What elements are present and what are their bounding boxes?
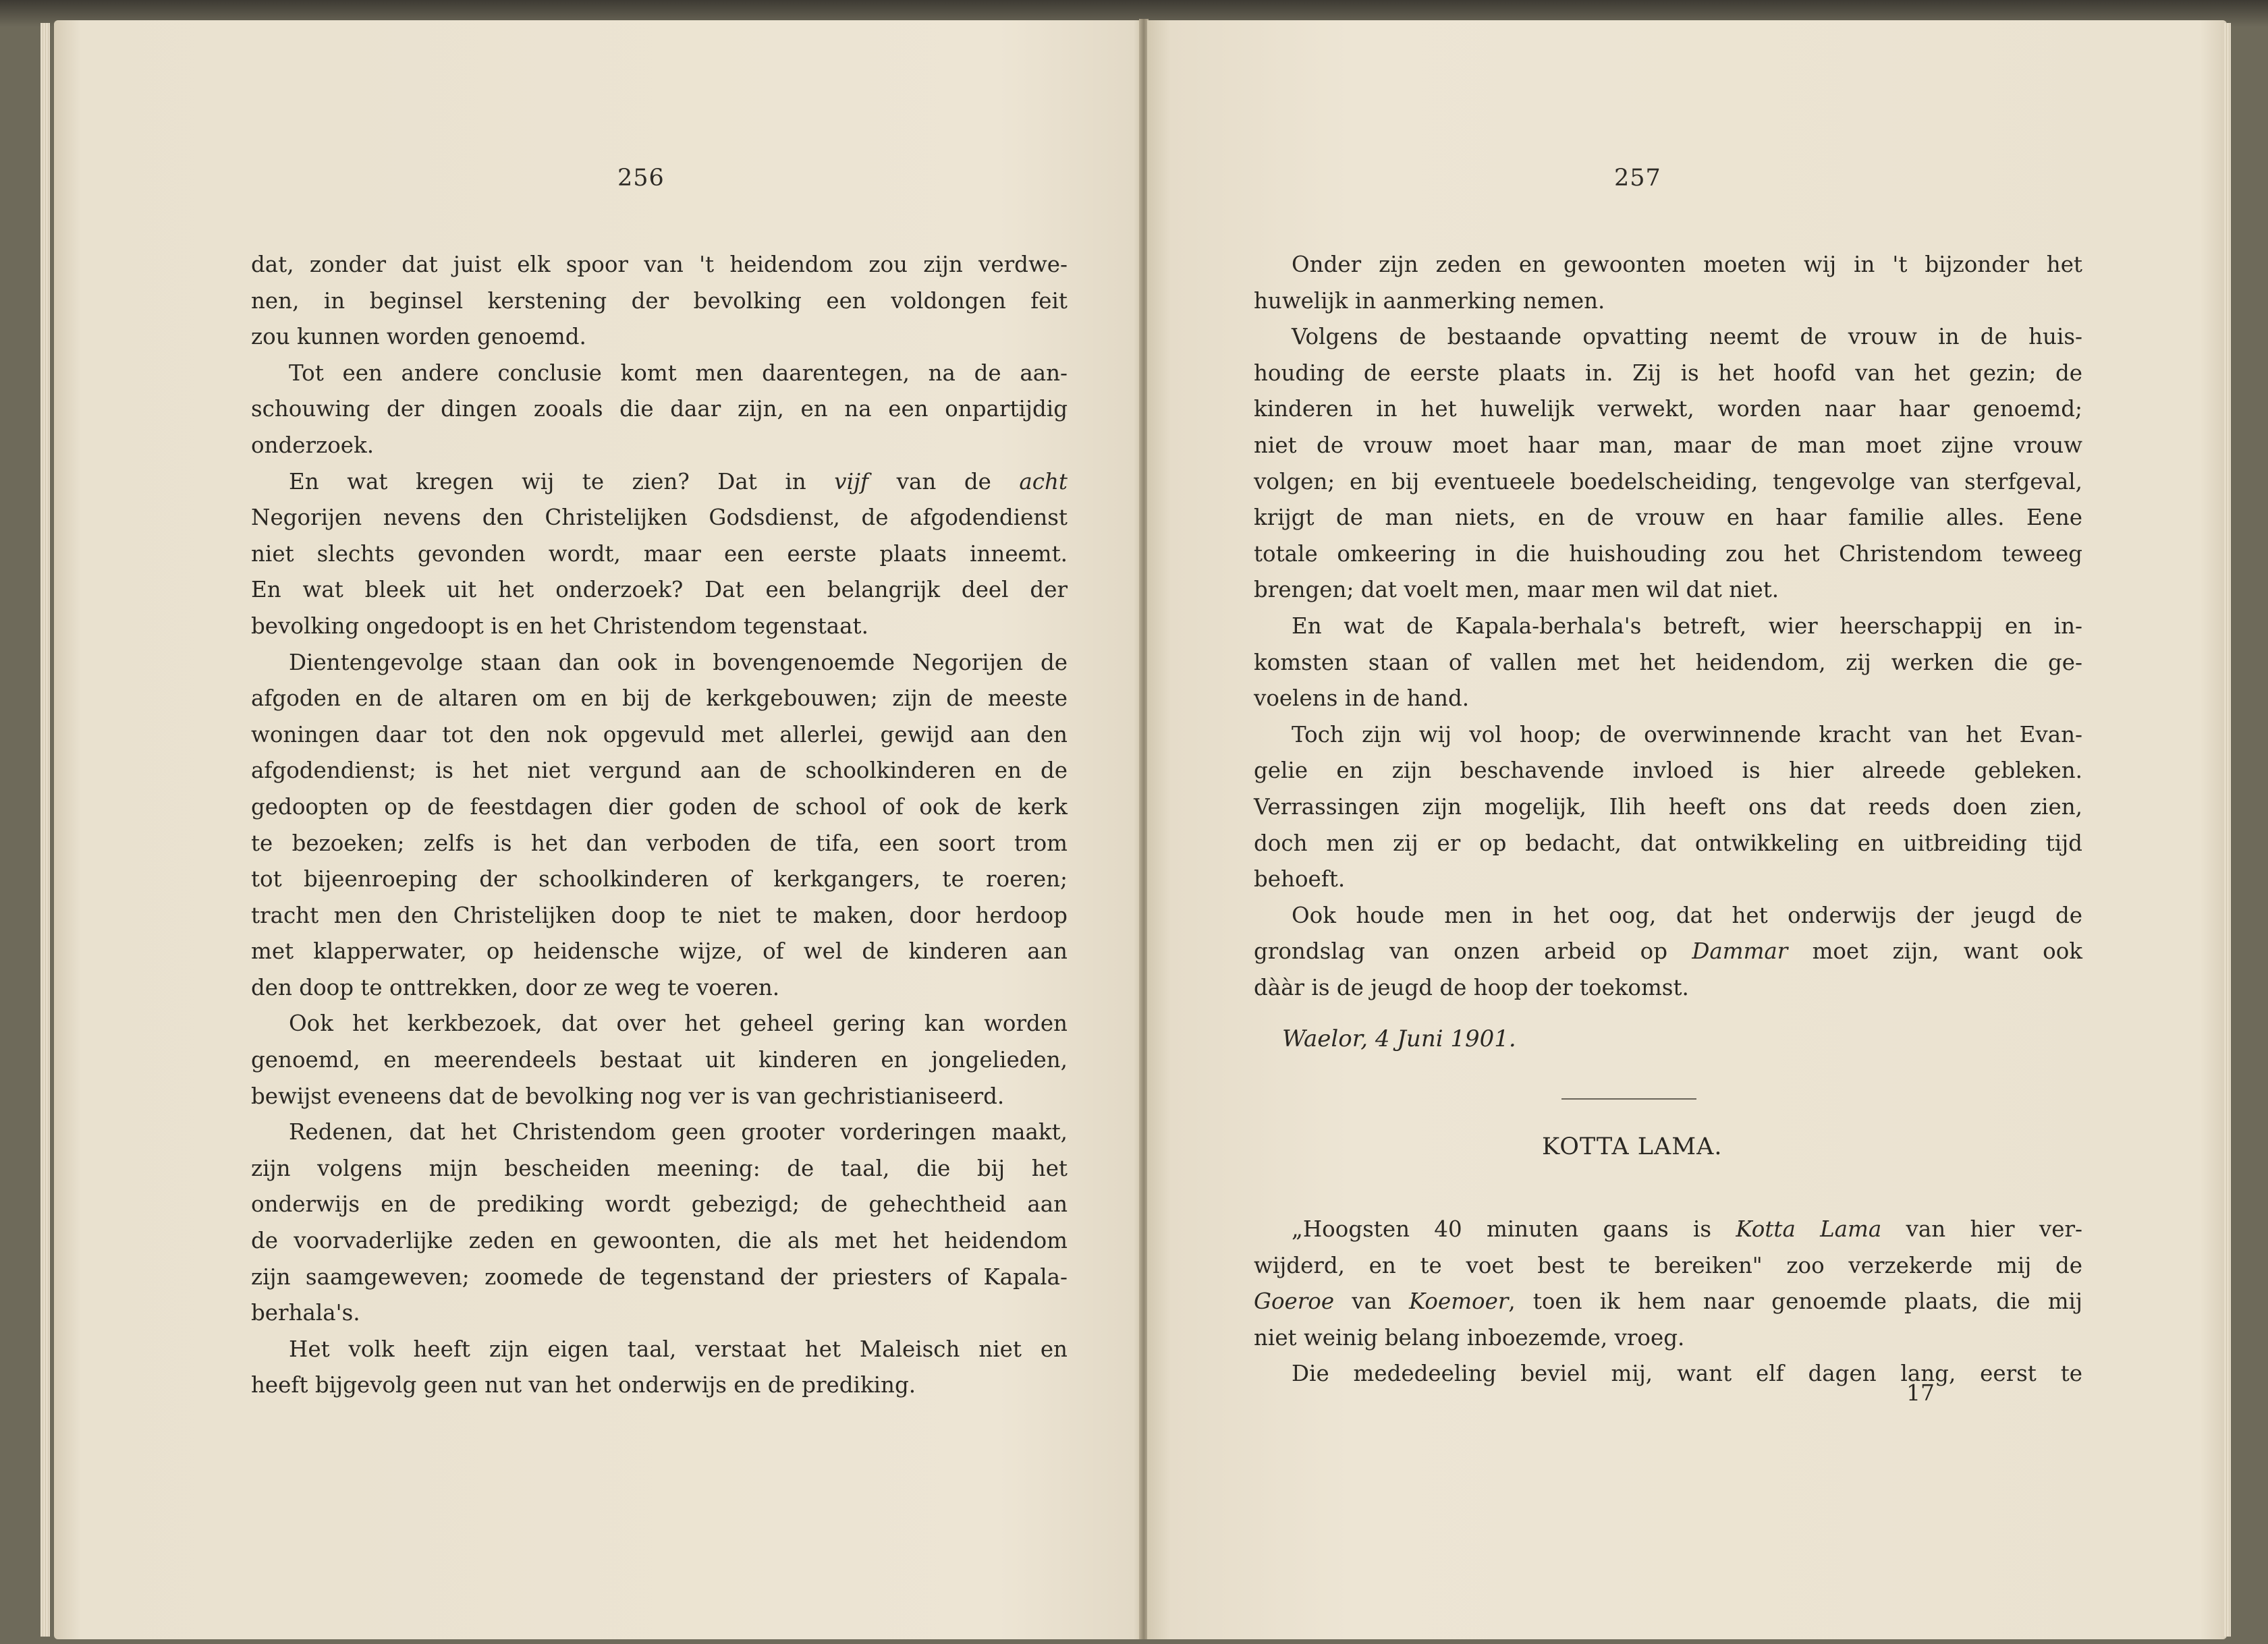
text-line: Verrassingen zijn mogelijk, Ilih heeft ons dat reeds doen zien, <box>1254 793 2082 820</box>
text-line: Tot een andere conclusie komt men daarentegen, na de aan- <box>289 360 1068 386</box>
text-line: grondslag van onzen arbeid op Dammar moet zijn, want ook <box>1254 938 2082 965</box>
right-page <box>1147 20 2227 1639</box>
text-line: huwelijk in aanmerking nemen. <box>1254 287 1605 314</box>
text-line: doch men zij er op bedacht, dat ontwikkeling en uitbreiding tijd <box>1254 830 2082 856</box>
text-line: Het volk heeft zijn eigen taal, verstaat het Maleisch niet en <box>289 1336 1068 1362</box>
text-line: Dientengevolge staan dan ook in bovengenoemde Negorijen de <box>289 649 1068 675</box>
text-line: zou kunnen worden genoemd. <box>251 324 586 350</box>
text-line: houding de eerste plaats in. Zij is het hoofd van het gezin; de <box>1254 360 2082 386</box>
text-line: bewijst eveneens dat de bevolking nog ver is van gechristianiseerd. <box>251 1083 1005 1109</box>
text-line: totale omkeering in die huishouding zou het Christendom teweeg <box>1254 540 2082 567</box>
text-line: dat, zonder dat juist elk spoor van 't heidendom zou zijn verdwe- <box>251 252 1068 277</box>
text-line: En wat bleek uit het onderzoek? Dat een belangrijk deel der <box>251 577 1068 603</box>
text-line: Toch zijn wij vol hoop; de overwinnende kracht van het Evan- <box>1292 721 2082 747</box>
page-stack-left-edge <box>40 23 50 1637</box>
text-line: voelens in de hand. <box>1254 685 1470 712</box>
right-page-body <box>1254 247 2082 1006</box>
text-line: niet de vrouw moet haar man, maar de man moet zijne vrouw <box>1254 432 2082 458</box>
text-line: wijderd, en te voet best te bereiken" zoo verzekerde mij de <box>1254 1252 2082 1278</box>
text-line: afgodendienst; is het niet vergund aan de schoolkinderen en de <box>251 758 1068 784</box>
text-line: Ook houde men in het oog, dat het onderwijs der jeugd de <box>1292 902 2082 928</box>
text-line: Onder zijn zeden en gewoonten moeten wij in 't bijzonder het <box>1292 252 2082 277</box>
text-line: gedoopten op de feestdagen dier goden de school of ook de kerk <box>251 793 1068 820</box>
text-line: Goeroe van Koemoer, toen ik hem naar genoemde plaats, die mij <box>1254 1288 2082 1315</box>
section-divider-rule <box>1561 1098 1696 1100</box>
text-line: schouwing der dingen zooals die daar zijn, en na een onpartijdig <box>251 396 1068 422</box>
text-line: niet slechts gevonden wordt, maar een eerste plaats inneemt. <box>251 540 1068 567</box>
text-line: niet weinig belang inboezemde, vroeg. <box>1254 1324 1685 1351</box>
page-number-left: 256 <box>617 165 665 192</box>
text-line: Redenen, dat het Christendom geen grooter vorderingen maakt, <box>289 1119 1068 1145</box>
section-title: KOTTA LAMA. <box>1542 1133 1723 1160</box>
text-line: kinderen in het huwelijk verwekt, worden naar haar genoemd; <box>1254 396 2082 422</box>
page-number-right: 257 <box>1614 165 1661 192</box>
text-line: den doop te onttrekken, door ze weg te voeren. <box>251 974 780 1000</box>
dateline: Waelor, 4 Juni 1901. <box>1282 1025 1516 1052</box>
text-line: brengen; dat voelt men, maar men wil dat niet. <box>1254 577 1779 603</box>
text-line: krijgt de man niets, en de vrouw en haar familie alles. Eene <box>1254 505 2082 531</box>
left-page <box>54 20 1140 1639</box>
text-line: En wat de Kapala-berhala's betreft, wier heerschappij en in- <box>1292 613 2082 639</box>
text-line: En wat kregen wij te zien? Dat in vijf van de acht <box>289 468 1068 494</box>
text-line: afgoden en de altaren om en bij de kerkgebouwen; zijn de meeste <box>251 685 1068 712</box>
text-line: Die mededeeling beviel mij, want elf dagen lang, eerst te <box>1292 1361 2082 1387</box>
text-line: Negorijen nevens den Christelijken Godsdienst, de afgodendienst <box>251 505 1068 531</box>
signature-mark: 17 <box>1906 1380 1935 1406</box>
text-line: nen, in beginsel kerstening der bevolking een voldongen feit <box>251 287 1068 314</box>
text-line: de voorvaderlijke zeden en gewoonten, die als met het heidendom <box>251 1228 1068 1254</box>
text-line: tracht men den Christelijken doop te niet te maken, door herdoop <box>251 902 1068 928</box>
text-line: onderwijs en de prediking wordt gebezigd; de gehechtheid aan <box>251 1191 1068 1218</box>
text-line: bevolking ongedoopt is en het Christendom tegenstaat. <box>251 613 868 639</box>
text-line: dààr is de jeugd de hoop der toekomst. <box>1254 974 1689 1000</box>
text-line: genoemd, en meerendeels bestaat uit kinderen en jongelieden, <box>251 1047 1068 1073</box>
text-line: woningen daar tot den nok opgevuld met allerlei, gewijd aan den <box>251 721 1068 747</box>
text-line: behoeft. <box>1254 866 1346 892</box>
page-stack-right-edge <box>2224 23 2231 1637</box>
text-line: heeft bijgevolg geen nut van het onderwijs en de prediking. <box>251 1372 916 1398</box>
text-line: volgen; en bij eventueele boedelscheiding, tengevolge van sterfgeval, <box>1254 468 2082 494</box>
text-line: onderzoek. <box>251 432 375 458</box>
text-line: gelie en zijn beschavende invloed is hier alreede gebleken. <box>1254 758 2082 784</box>
text-line: te bezoeken; zelfs is het dan verboden de tifa, een soort trom <box>251 830 1068 856</box>
text-line: Volgens de bestaande opvatting neemt de vrouw in de huis- <box>1292 324 2082 350</box>
text-line: komsten staan of vallen met het heidendom, zij werken die ge- <box>1254 649 2082 675</box>
left-page-body <box>251 247 1068 1404</box>
text-line: Ook het kerkbezoek, dat over het geheel gering kan worden <box>289 1011 1068 1037</box>
text-line: zijn saamgeweven; zoomede de tegenstand der priesters of Kapala- <box>251 1264 1068 1290</box>
text-line: tot bijeenroeping der schoolkinderen of kerkgangers, te roeren; <box>251 866 1068 892</box>
text-line: „Hoogsten 40 minuten gaans is Kotta Lama van hier ver- <box>1292 1216 2082 1242</box>
kotta-lama-section-body <box>1254 1212 2082 1392</box>
text-line: berhala's. <box>251 1300 360 1326</box>
text-line: zijn volgens mijn bescheiden meening: de taal, die bij het <box>251 1155 1068 1181</box>
text-line: met klapperwater, op heidensche wijze, of wel de kinderen aan <box>251 938 1068 965</box>
